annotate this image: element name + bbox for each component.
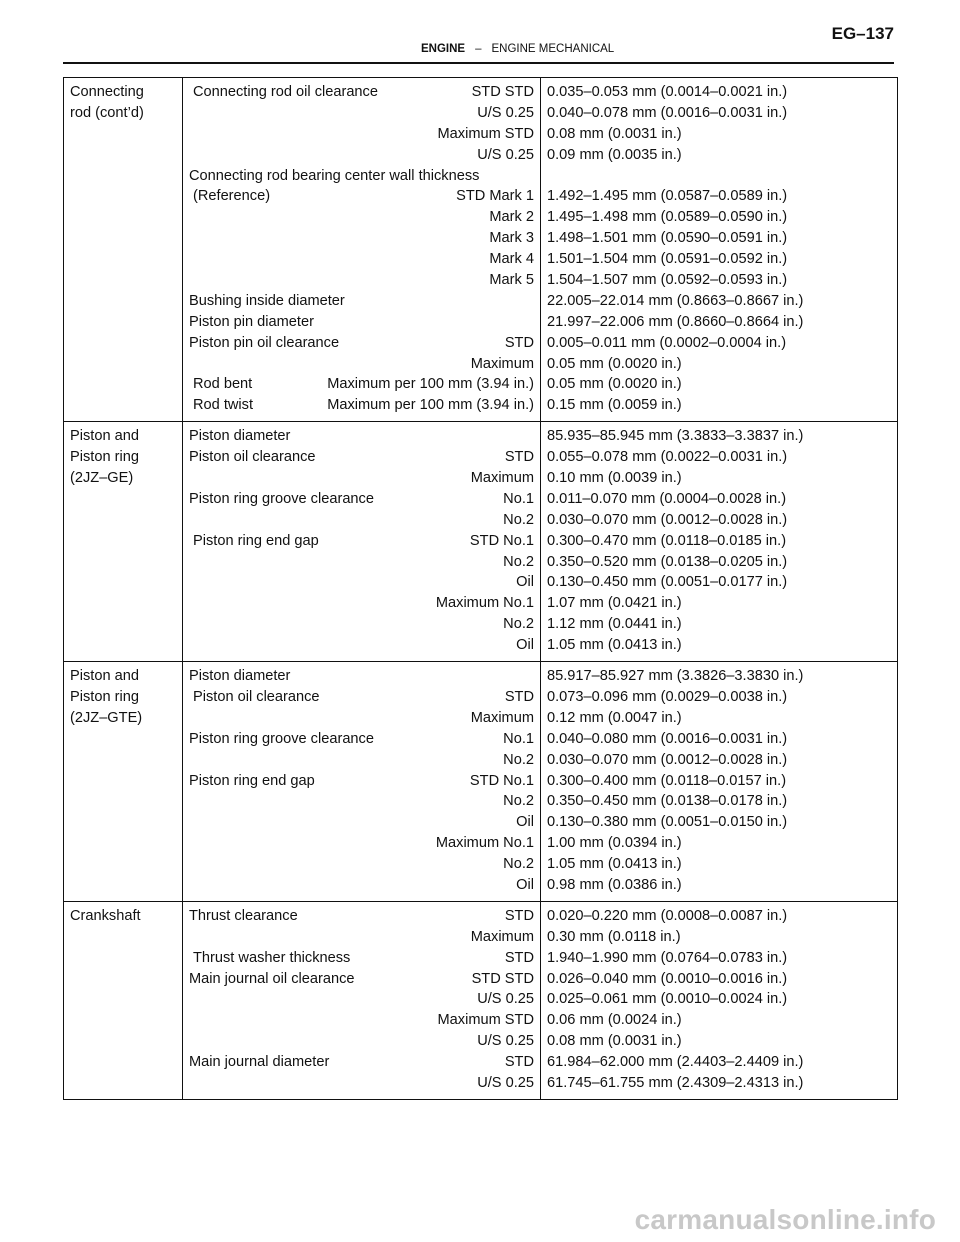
- condition-label: STD: [504, 907, 534, 924]
- spec-line: [189, 1052, 534, 1073]
- item-label: Piston ring end gap: [189, 772, 315, 789]
- value-cell: [541, 901, 898, 1099]
- condition-label: Maximum: [470, 470, 534, 487]
- item-label: Connecting rod oil clearance: [193, 84, 378, 100]
- spec-line: [189, 875, 534, 896]
- spec-line: [189, 771, 534, 792]
- value-cell: [541, 422, 898, 662]
- spec-line: [189, 354, 534, 375]
- spec-value: 0.09 mm (0.0035 in.): [547, 146, 682, 163]
- item-label: Thrust washer thickness: [193, 949, 351, 966]
- condition-label: Oil: [516, 876, 534, 893]
- spec-line: [189, 614, 534, 635]
- category-label: Piston ring: [70, 449, 139, 466]
- spec-line: [189, 186, 534, 207]
- condition-label: Maximum: [470, 928, 534, 945]
- spec-value: 0.030–0.070 mm (0.0012–0.0028 in.): [547, 751, 788, 768]
- spec-value: 0.040–0.080 mm (0.0016–0.0031 in.): [547, 730, 788, 747]
- spec-value: 0.011–0.070 mm (0.0004–0.0028 in.): [547, 490, 787, 507]
- spec-line: [189, 687, 534, 708]
- value-cell: [541, 78, 898, 422]
- spec-line: [189, 948, 534, 969]
- item-label: Rod bent: [193, 376, 253, 393]
- condition-label: STD No.1: [469, 772, 534, 789]
- condition-label: Mark 5: [489, 272, 534, 289]
- spec-line: [189, 812, 534, 833]
- condition-label: STD: [504, 688, 534, 705]
- spec-line: [189, 635, 534, 656]
- condition-label: No.2: [503, 511, 534, 528]
- spec-line: [189, 228, 534, 249]
- spec-value: 1.498–1.501 mm (0.0590–0.0591 in.): [547, 230, 788, 247]
- spec-line: [189, 531, 534, 552]
- value-cell: [541, 662, 898, 902]
- item-label: Bushing inside diameter: [189, 292, 345, 309]
- condition-label: STD: [504, 1054, 534, 1071]
- spec-value: 1.05 mm (0.0413 in.): [547, 856, 682, 873]
- item-cell: [183, 901, 541, 1099]
- item-label: Piston diameter: [189, 668, 291, 685]
- spec-line: [189, 927, 534, 948]
- spec-line: [189, 708, 534, 729]
- spec-value: 1.492–1.495 mm (0.0587–0.0589 in.): [547, 188, 788, 205]
- spec-line: [189, 989, 534, 1010]
- condition-label: Maximum No.1: [435, 595, 534, 612]
- spec-value: 1.05 mm (0.0413 in.): [547, 637, 682, 654]
- spec-value: 0.350–0.450 mm (0.0138–0.0178 in.): [547, 793, 788, 810]
- item-label: Main journal oil clearance: [189, 970, 355, 987]
- condition-label: STD: [504, 449, 534, 466]
- item-cell: [183, 422, 541, 662]
- item-label: Piston pin oil clearance: [189, 334, 340, 351]
- spec-value: 0.12 mm (0.0047 in.): [547, 709, 682, 726]
- spec-line: [189, 447, 534, 468]
- spec-value: 1.07 mm (0.0421 in.): [547, 595, 682, 612]
- spec-section-row: [64, 78, 898, 422]
- spec-line: [189, 374, 534, 395]
- condition-label: Maximum per 100 mm (3.94 in.): [327, 376, 534, 393]
- spec-line: [189, 552, 534, 573]
- condition-label: Maximum: [470, 709, 534, 726]
- condition-label: STD STD: [471, 84, 534, 100]
- condition-label: STD STD: [471, 970, 534, 987]
- spec-value: 1.495–1.498 mm (0.0589–0.0590 in.): [547, 209, 788, 226]
- spec-value: 0.300–0.400 mm (0.0118–0.0157 in.): [547, 772, 787, 789]
- category-cell: [64, 901, 183, 1099]
- condition-label: Maximum STD: [437, 1012, 534, 1029]
- item-label: Connecting rod bearing center wall thickness: [189, 167, 480, 184]
- spec-value: 0.035–0.053 mm (0.0014–0.0021 in.): [547, 84, 788, 100]
- condition-label: STD Mark 1: [456, 188, 534, 205]
- spec-value: 0.06 mm (0.0024 in.): [547, 1012, 682, 1029]
- spec-line: [189, 468, 534, 489]
- condition-label: STD: [504, 334, 534, 351]
- category-label: (2JZ–GE): [70, 470, 134, 487]
- spec-line: [189, 1010, 534, 1031]
- item-label: Piston ring groove clearance: [189, 730, 374, 747]
- category-cell: [64, 662, 183, 902]
- category-label: (2JZ–GTE): [70, 709, 143, 726]
- header-separator: –: [475, 43, 482, 55]
- condition-label: Maximum per 100 mm (3.94 in.): [327, 397, 534, 414]
- category-label: Piston and: [70, 668, 139, 685]
- spec-value: 0.30 mm (0.0118 in.): [547, 928, 681, 945]
- spec-line: [189, 270, 534, 291]
- spec-value: 0.020–0.220 mm (0.0008–0.0087 in.): [547, 907, 788, 924]
- spec-line: [189, 750, 534, 771]
- spec-value: 0.026–0.040 mm (0.0010–0.0016 in.): [547, 970, 788, 987]
- condition-label: STD: [504, 949, 534, 966]
- spec-section-row: [64, 422, 898, 662]
- watermark: carmanualsonline.info: [634, 1204, 936, 1235]
- spec-value: 0.350–0.520 mm (0.0138–0.0205 in.): [547, 553, 788, 570]
- spec-line: [189, 166, 534, 187]
- header-section: ENGINE: [421, 43, 466, 55]
- item-cell: [183, 662, 541, 902]
- spec-line: [189, 906, 534, 927]
- spec-value: 0.05 mm (0.0020 in.): [547, 376, 682, 393]
- category-label: rod (cont’d): [70, 104, 144, 121]
- spec-line: [189, 1073, 534, 1094]
- spec-line: [189, 969, 534, 990]
- spec-line: [189, 729, 534, 750]
- spec-value: 0.055–0.078 mm (0.0022–0.0031 in.): [547, 449, 788, 466]
- spec-value: 61.984–62.000 mm (2.4403–2.4409 in.): [547, 1054, 804, 1071]
- item-label: Piston ring groove clearance: [189, 490, 374, 507]
- spec-value: 0.073–0.096 mm (0.0029–0.0038 in.): [547, 688, 788, 705]
- spec-value: 0.98 mm (0.0386 in.): [547, 876, 682, 893]
- condition-label: No.2: [503, 751, 534, 768]
- spec-table: [63, 77, 898, 1100]
- page-number: EG–137: [831, 24, 894, 43]
- spec-value: 1.00 mm (0.0394 in.): [547, 835, 682, 852]
- condition-label: Mark 4: [489, 251, 534, 268]
- spec-line: [189, 103, 534, 124]
- spec-line: [189, 124, 534, 145]
- item-label: Rod twist: [193, 397, 254, 414]
- spec-value: 0.030–0.070 mm (0.0012–0.0028 in.): [547, 511, 788, 528]
- spec-line: [189, 854, 534, 875]
- spec-line: [189, 82, 534, 103]
- item-label: Piston oil clearance: [189, 449, 316, 466]
- condition-label: No.2: [503, 553, 534, 570]
- spec-table-body: [64, 78, 898, 1100]
- spec-value: 0.08 mm (0.0031 in.): [547, 125, 682, 142]
- spec-value: 0.05 mm (0.0020 in.): [547, 355, 682, 372]
- category-cell: [64, 422, 183, 662]
- condition-label: No.2: [503, 793, 534, 810]
- condition-label: Mark 2: [489, 209, 534, 226]
- spec-line: [189, 572, 534, 593]
- condition-label: Maximum: [470, 355, 534, 372]
- spec-value: 0.300–0.470 mm (0.0118–0.0185 in.): [547, 532, 787, 549]
- condition-label: No.2: [503, 856, 534, 873]
- spec-value: 0.130–0.450 mm (0.0051–0.0177 in.): [547, 574, 788, 591]
- condition-label: STD No.1: [469, 532, 534, 549]
- spec-value: 0.130–0.380 mm (0.0051–0.0150 in.): [547, 814, 788, 831]
- spec-line: [189, 510, 534, 531]
- spec-line: [189, 593, 534, 614]
- category-label: Piston ring: [70, 688, 139, 705]
- spec-value: 22.005–22.014 mm (0.8663–0.8667 in.): [547, 292, 804, 309]
- spec-line: [189, 489, 534, 510]
- spec-value: 85.917–85.927 mm (3.3826–3.3830 in.): [547, 668, 804, 685]
- condition-label: Maximum No.1: [435, 835, 534, 852]
- page-header: [63, 18, 894, 64]
- spec-line: [189, 791, 534, 812]
- spec-line: [189, 249, 534, 270]
- spec-line: [189, 333, 534, 354]
- header-section-title: [421, 43, 614, 55]
- category-cell: [64, 78, 183, 422]
- item-label: (Reference): [193, 188, 271, 205]
- spec-value: 0.08 mm (0.0031 in.): [547, 1033, 682, 1050]
- spec-line: [189, 207, 534, 228]
- condition-label: Oil: [516, 574, 534, 591]
- spec-line: [189, 312, 534, 333]
- item-label: Main journal diameter: [189, 1054, 330, 1071]
- spec-value: [547, 166, 891, 187]
- spec-value: 0.025–0.061 mm (0.0010–0.0024 in.): [547, 991, 788, 1008]
- category-label: Connecting: [70, 84, 144, 100]
- spec-value: 61.745–61.755 mm (2.4309–2.4313 in.): [547, 1074, 804, 1091]
- category-label: Crankshaft: [70, 907, 141, 924]
- condition-label: U/S 0.25: [477, 104, 534, 121]
- spec-value: 0.10 mm (0.0039 in.): [547, 470, 682, 487]
- condition-label: Oil: [516, 814, 534, 831]
- spec-value: 1.940–1.990 mm (0.0764–0.0783 in.): [547, 949, 788, 966]
- condition-label: U/S 0.25: [477, 1074, 534, 1091]
- spec-value: 1.504–1.507 mm (0.0592–0.0593 in.): [547, 272, 788, 289]
- spec-value: 0.040–0.078 mm (0.0016–0.0031 in.): [547, 104, 788, 121]
- spec-section-row: [64, 662, 898, 902]
- spec-line: [189, 1031, 534, 1052]
- spec-line: [189, 145, 534, 166]
- condition-label: No.1: [503, 490, 534, 507]
- condition-label: U/S 0.25: [477, 1033, 534, 1050]
- spec-value: 0.15 mm (0.0059 in.): [547, 397, 682, 414]
- spec-section-row: [64, 901, 898, 1099]
- spec-line: [189, 395, 534, 416]
- item-label: Piston diameter: [189, 428, 291, 445]
- spec-value: 0.005–0.011 mm (0.0002–0.0004 in.): [547, 334, 787, 351]
- item-label: Piston oil clearance: [193, 688, 320, 705]
- category-label: Piston and: [70, 428, 139, 445]
- condition-label: U/S 0.25: [477, 146, 534, 163]
- spec-line: [189, 666, 534, 687]
- condition-label: No.2: [503, 616, 534, 633]
- condition-label: No.1: [503, 730, 534, 747]
- item-label: Piston ring end gap: [193, 532, 319, 549]
- condition-label: Mark 3: [489, 230, 534, 247]
- spec-value: 21.997–22.006 mm (0.8660–0.8664 in.): [547, 313, 804, 330]
- spec-line: [189, 426, 534, 447]
- spec-line: [189, 291, 534, 312]
- condition-label: Oil: [516, 637, 534, 654]
- condition-label: Maximum STD: [437, 125, 534, 142]
- spec-value: 85.935–85.945 mm (3.3833–3.3837 in.): [547, 428, 804, 445]
- item-label: Thrust clearance: [189, 907, 298, 924]
- spec-value: 1.501–1.504 mm (0.0591–0.0592 in.): [547, 251, 788, 268]
- item-label: Piston pin diameter: [189, 313, 314, 330]
- spec-line: [189, 833, 534, 854]
- item-cell: [183, 78, 541, 422]
- condition-label: U/S 0.25: [477, 991, 534, 1008]
- spec-value: 1.12 mm (0.0441 in.): [547, 616, 682, 633]
- header-subsection: ENGINE MECHANICAL: [491, 43, 615, 55]
